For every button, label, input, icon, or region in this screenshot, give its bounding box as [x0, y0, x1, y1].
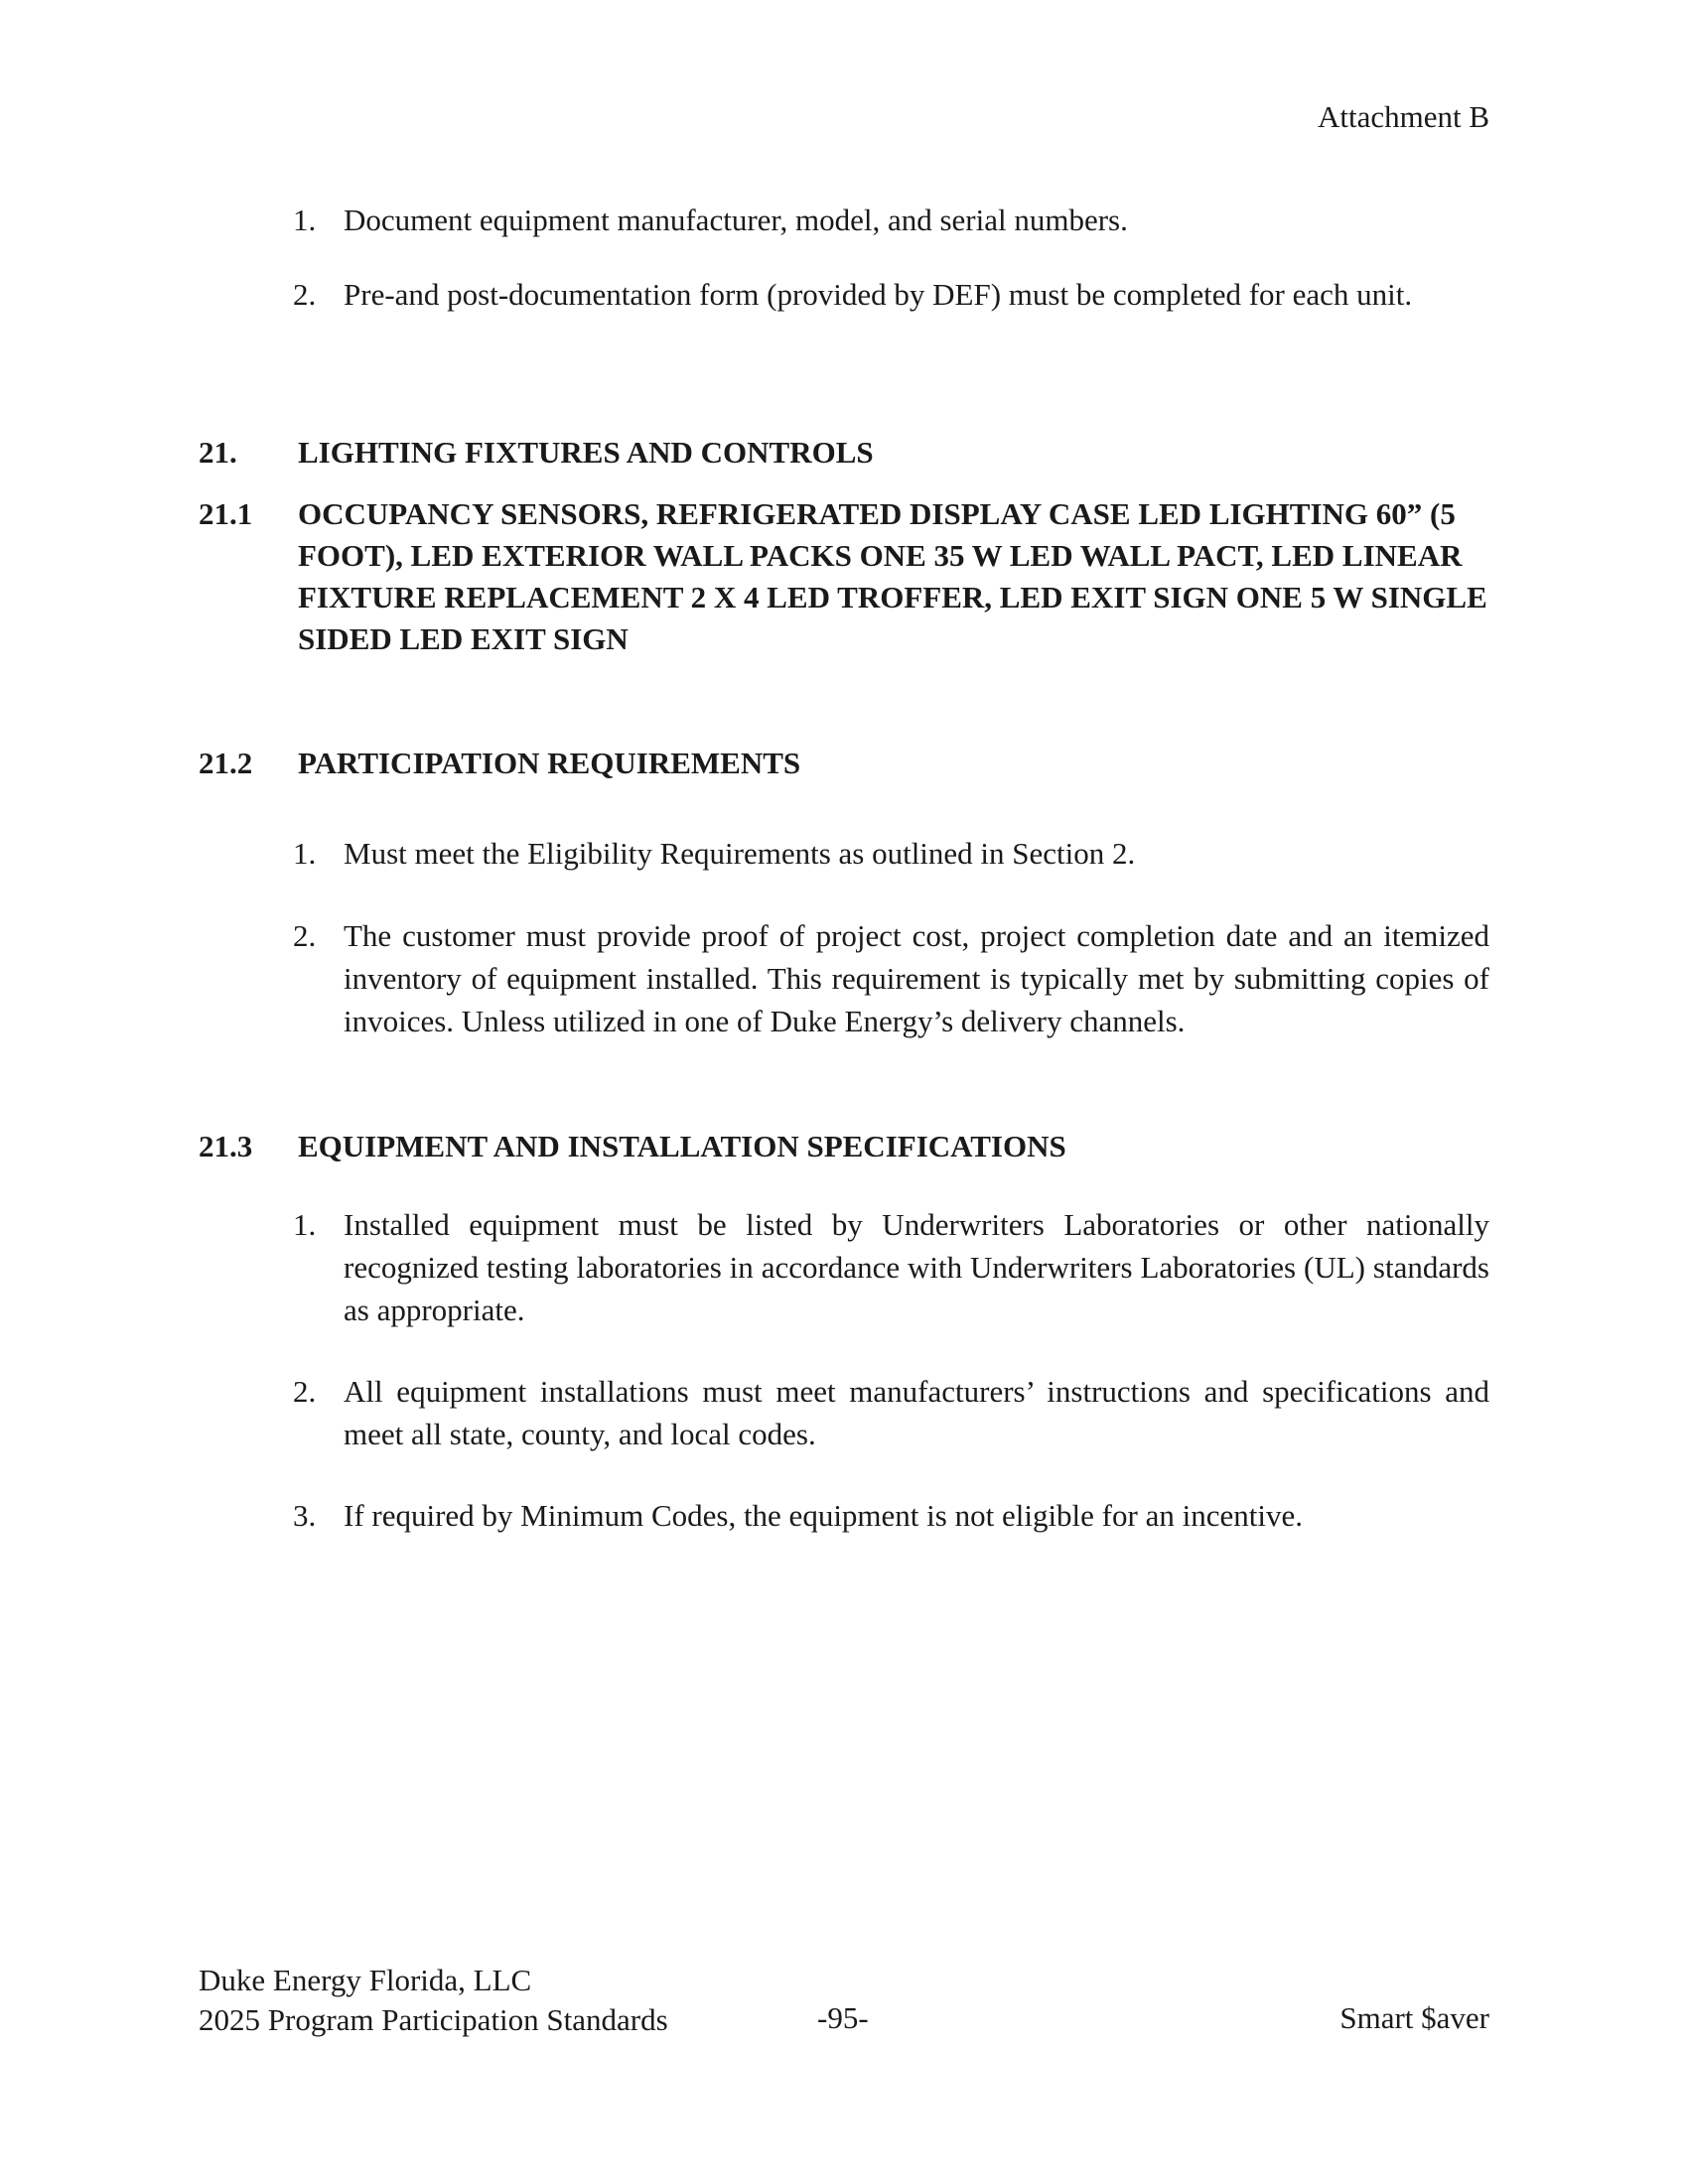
list-item-text: All equipment installations must meet manufacturers’ instructions and specifications and meet all state, county, and local codes.: [344, 1374, 1489, 1451]
list-item-number: 1.: [293, 203, 317, 237]
list-item-number: 3.: [293, 1498, 317, 1533]
footer-program: Smart $aver: [1339, 2000, 1489, 2035]
attachment-label: Attachment B: [1317, 99, 1489, 134]
section-title: OCCUPANCY SENSORS, REFRIGERATED DISPLAY CASE LED LIGHTING 60” (5 FOOT), LED EXTERIOR WALL PACKS ONE 35 W LED WALL PACT, LED LINEAR FIXTURE REPLACEMENT 2 X 4 LED TROFFER, LED EXIT SIGN ONE 5 W SINGLE SIDED LED EXIT SIGN: [298, 496, 1487, 656]
section-number: 21.2: [199, 746, 253, 780]
list-item-text: Document equipment manufacturer, model, and serial numbers.: [344, 203, 1128, 237]
list-item-text: Must meet the Eligibility Requirements as outlined in Section 2.: [344, 836, 1136, 871]
section-title: LIGHTING FIXTURES AND CONTROLS: [298, 435, 874, 470]
footer-company: Duke Energy Florida, LLC: [199, 1963, 532, 1997]
list-item-text: The customer must provide proof of project cost, project completion date and an itemized inventory of equipment installed. This requirement is typically met by submitting copies of invoices. Unless utilized in one of Duke Energy’s delivery channels.: [344, 918, 1489, 1038]
list-item-text: Installed equipment must be listed by Underwriters Laboratories or other nationally recognized testing laboratories in accordance with Underwriters Laboratories (UL) standards as appropriate.: [344, 1207, 1489, 1327]
page-number: -95-: [817, 2000, 869, 2035]
section-title: PARTICIPATION REQUIREMENTS: [298, 746, 801, 780]
list-item-number: 1.: [293, 836, 317, 871]
list-item-number: 2.: [293, 918, 317, 953]
section-number: 21.1: [199, 496, 253, 531]
list-item-text: Pre-and post-documentation form (provided by DEF) must be completed for each unit.: [344, 277, 1413, 312]
list-item-number: 1.: [293, 1207, 317, 1242]
section-number: 21.: [199, 435, 237, 470]
section-title: EQUIPMENT AND INSTALLATION SPECIFICATIONS: [298, 1129, 1066, 1163]
list-item-text: If required by Minimum Codes, the equipment is not eligible for an incentive.: [344, 1498, 1303, 1533]
footer-document: 2025 Program Participation Standards: [199, 2002, 668, 2037]
list-item-number: 2.: [293, 1374, 317, 1409]
section-number: 21.3: [199, 1129, 253, 1163]
list-item-number: 2.: [293, 277, 317, 312]
